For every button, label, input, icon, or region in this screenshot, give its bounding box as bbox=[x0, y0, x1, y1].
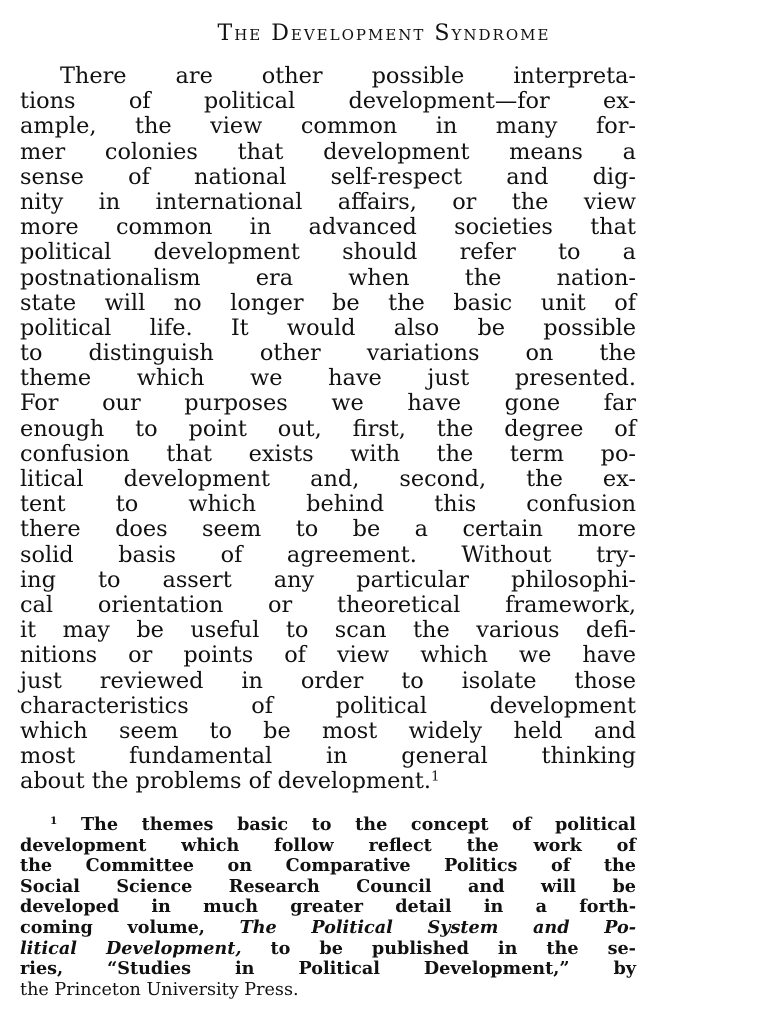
body-line: nitions or points of view which we have bbox=[20, 642, 636, 669]
body-line: political life. It would also be possible bbox=[20, 314, 636, 341]
footnote-line: Social Science Research Council and will be bbox=[20, 875, 636, 897]
footnote-line: ries, “Studies in Political Development,” by bbox=[20, 958, 636, 980]
footnote bbox=[20, 815, 636, 1000]
footnote-text: to be published in the se- bbox=[241, 937, 636, 959]
body-line: which seem to be most widely held and bbox=[20, 717, 636, 744]
body-line: ing to assert any particular philosophi- bbox=[20, 566, 636, 593]
body-line: state will no longer be the basic unit of bbox=[20, 289, 636, 316]
body-line: For our purposes we have gone far bbox=[20, 390, 636, 417]
body-line: nity in international affairs, or the view bbox=[20, 188, 636, 215]
body-line: sense of national self-respect and dig- bbox=[20, 163, 636, 190]
body-line: ample, the view common in many for- bbox=[20, 113, 636, 140]
body-line: more common in advanced societies that bbox=[20, 214, 636, 241]
footnote-line bbox=[20, 918, 636, 939]
body-line-text: about the problems of development. bbox=[20, 768, 431, 795]
footnote-reference[interactable]: 1 bbox=[430, 769, 440, 785]
body-line: litical development and, second, the ex- bbox=[20, 466, 636, 492]
body-line: there does seem to be a certain more bbox=[20, 516, 636, 543]
body-line: solid basis of agreement. Without try- bbox=[20, 541, 636, 568]
body-line: just reviewed in order to isolate those bbox=[20, 667, 636, 694]
footnote-line: the Princeton University Press. bbox=[20, 979, 299, 1000]
footnote-line: the Committee on Comparative Politics of the bbox=[20, 855, 636, 877]
body-line: There are other possible interpreta- bbox=[60, 63, 636, 89]
body-line: mer colonies that development means a bbox=[20, 138, 636, 165]
body-paragraph bbox=[20, 64, 636, 794]
book-title: litical Development, bbox=[20, 937, 242, 959]
body-line: tions of political development—for ex- bbox=[20, 88, 636, 115]
body-line: cal orientation or theoretical framework, bbox=[20, 591, 636, 618]
footnote-line bbox=[20, 939, 636, 960]
body-line: political development should refer to a bbox=[20, 239, 636, 266]
body-line: most fundamental in general thinking bbox=[20, 743, 636, 770]
footnote-marker: 1 bbox=[50, 815, 58, 828]
footnote-line: development which follow reflect the work of bbox=[20, 834, 636, 856]
body-line: enough to point out, first, the degree of bbox=[20, 415, 636, 442]
body-line: characteristics of political development bbox=[20, 692, 636, 719]
body-line: it may be useful to scan the various defi- bbox=[20, 617, 636, 644]
body-line: theme which we have just presented. bbox=[20, 365, 636, 392]
book-title: The Political System and Po- bbox=[239, 916, 636, 938]
body-line-last bbox=[20, 769, 636, 794]
footnote-text: coming volume, bbox=[20, 916, 240, 938]
footnote-text: The themes basic to the concept of political bbox=[80, 814, 636, 835]
body-line: confusion that exists with the term po- bbox=[20, 440, 636, 467]
footnote-line bbox=[20, 815, 636, 836]
running-head: The Development Syndrome bbox=[217, 21, 551, 46]
footnote-line: developed in much greater detail in a forth- bbox=[20, 896, 636, 918]
body-line: to distinguish other variations on the bbox=[20, 340, 636, 367]
body-line: tent to which behind this confusion bbox=[20, 491, 636, 518]
body-line: postnationalism era when the nation- bbox=[20, 264, 636, 291]
